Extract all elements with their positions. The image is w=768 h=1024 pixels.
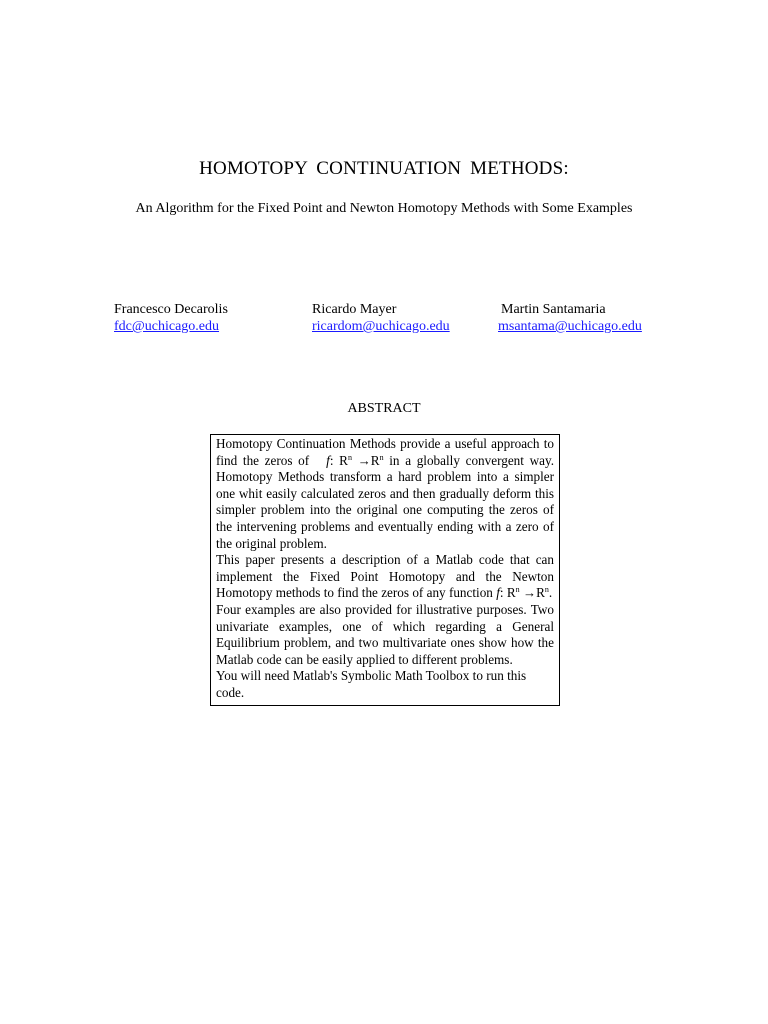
math-superscript: n: [347, 452, 352, 462]
abstract-box: [210, 434, 560, 706]
author-block-santamaria: [498, 301, 642, 335]
math-arrow: →R: [519, 585, 545, 601]
author-name: Francesco Decarolis: [114, 302, 228, 317]
author-name: Ricardo Mayer: [312, 302, 397, 317]
abstract-text: in a globally convergent way. Homotopy Methods transform a hard problem into a simpler one whit easily calculated zeros and then gradually deform this simpler problem into the original one computing the zeros of the intervening problems and eventually ending with a zero of the original problem.: [216, 452, 555, 551]
abstract-paragraph-4: You will need Matlab's Symbolic Math Toolbox to run this code.: [216, 668, 527, 700]
abstract-text: This paper presents a description of a Matlab code that can implement the Fixed Point Homotopy and the Newton Homotopy methods to find the zeros of any function: [216, 552, 554, 601]
math-domain: : R: [499, 585, 516, 601]
abstract-paragraph-3: Four examples are also provided for illustrative purposes. Two univariate examples, one of which regarding a General Equilibrium problem, and two multivariate ones show how the Matlab code can be easily applied to different problems.: [216, 601, 554, 667]
abstract-text: Homotopy Continuation Methods provide a useful approach to find the zeros of: [216, 436, 554, 468]
math-superscript: n: [544, 585, 549, 595]
abstract-text: .: [548, 585, 553, 601]
paper-title: HOMOTOPY CONTINUATION METHODS:: [199, 158, 569, 179]
abstract-paragraph-2: [216, 552, 554, 602]
math-arrow: →R: [351, 452, 380, 468]
abstract-heading: ABSTRACT: [347, 401, 421, 416]
author-name: Martin Santamaria: [501, 302, 606, 317]
math-function-f: f: [326, 452, 330, 468]
author-email-link[interactable]: ricardom@uchicago.edu: [312, 319, 450, 334]
author-email-link[interactable]: msantama@uchicago.edu: [498, 319, 642, 334]
paper-subtitle: An Algorithm for the Fixed Point and Newton Homotopy Methods with Some Examples: [135, 201, 633, 216]
math-domain: : R: [329, 452, 348, 468]
math-function-f: f: [496, 585, 500, 601]
author-block-decarolis: [114, 301, 228, 335]
author-block-mayer: [312, 301, 450, 335]
math-superscript: n: [515, 585, 520, 595]
math-superscript: n: [379, 452, 384, 462]
author-email-link[interactable]: fdc@uchicago.edu: [114, 319, 220, 334]
abstract-paragraph-1: [216, 436, 554, 552]
